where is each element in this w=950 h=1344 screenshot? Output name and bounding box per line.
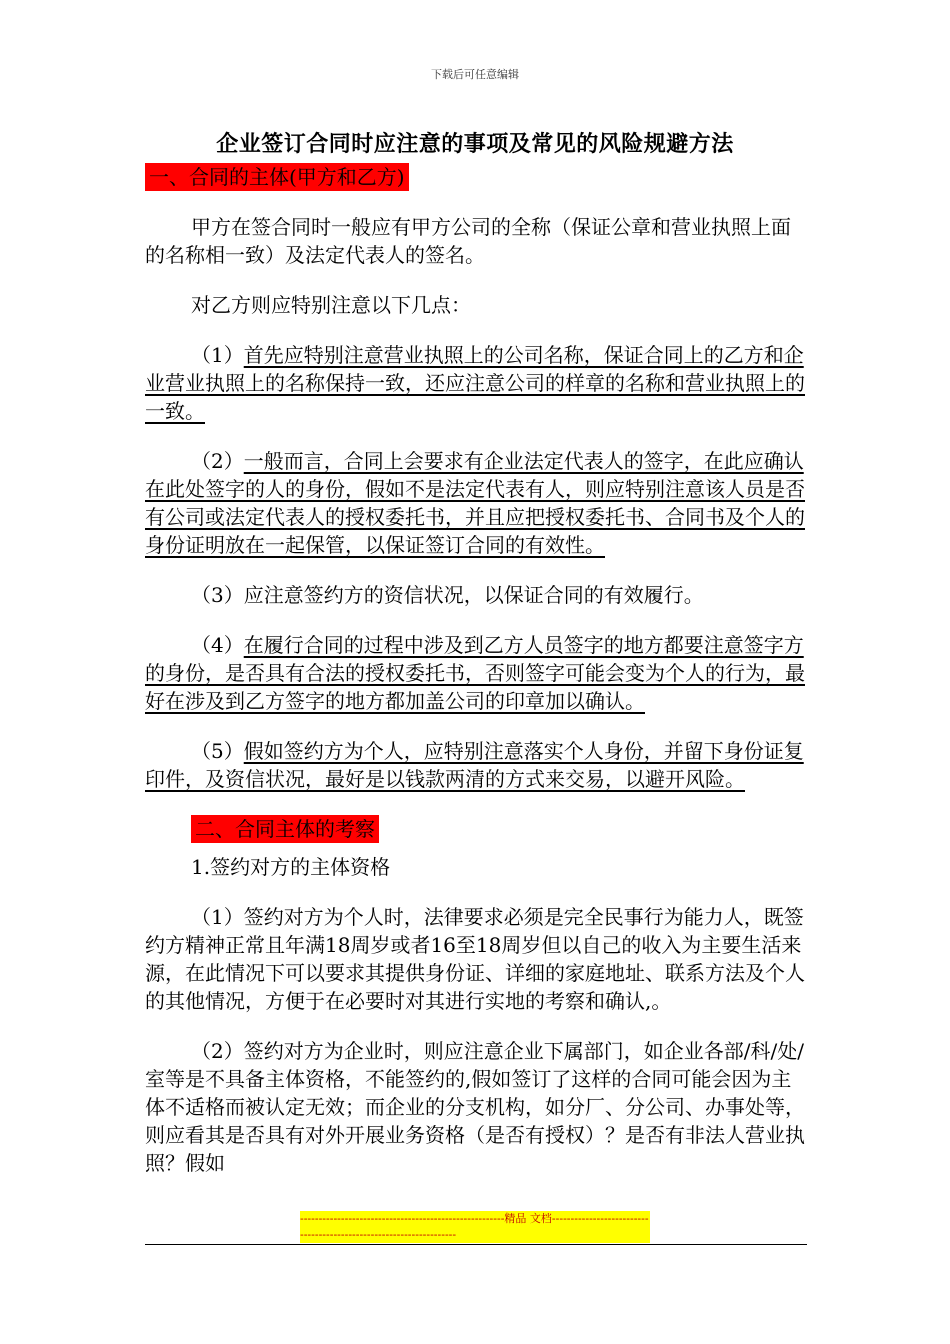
section1-item3: （3）应注意签约方的资信状况，以保证合同的有效履行。 (191, 583, 704, 607)
item4-text: 在履行合同的过程中涉及到乙方人员签字的地方都要注意签字方的身份，是否具有合法的授权委托书，否则签字可能会变为个人的行为，最好在涉及到乙方签字的地方都加盖公司的印章加以确认。 (145, 633, 805, 713)
section2-item2: （2）签约对方为企业时，则应注意企业下属部门，如企业各部/科/处/室等是不具备主体资格，不能签约的,假如签订了这样的合同可能会因为主体不适格而被认定无效；而企业的分支机构，如分厂、分公司、办事处等，则应看其是否具有对外开展业务资格（是否有授权）？是否有非法人营业执照？假如 (145, 1039, 805, 1175)
section1-item5 (145, 737, 810, 793)
item4-number: （4） (191, 633, 244, 657)
item2-number: （2） (191, 449, 244, 473)
section1-para2: 对乙方则应特别注意以下几点： (191, 293, 471, 317)
document-body (145, 163, 810, 1177)
item5-text: 假如签约方为个人，应特别注意落实个人身份，并留下身份证复印件，及资信状况，最好是以钱款两清的方式来交易，以避开风险。 (145, 739, 804, 791)
section1-para1: 甲方在签合同时一般应有甲方公司的全称（保证公章和营业执照上面的名称相一致）及法定代表人的签名。 (145, 215, 791, 267)
header-note: 下载后可任意编辑 (431, 68, 519, 81)
section1-item2 (145, 447, 810, 559)
section1-item1 (145, 341, 810, 425)
document-title: 企业签订合同时应注意的事项及常见的风险规避方法 (216, 131, 734, 157)
section2-heading: 二、合同主体的考察 (191, 815, 379, 843)
section2-subheading: 1.签约对方的主体资格 (191, 855, 391, 879)
item5-number: （5） (191, 739, 244, 763)
item1-number: （1） (191, 343, 244, 367)
item1-text: 首先应特别注意营业执照上的公司名称，保证合同上的乙方和企业营业执照上的名称保持一致，还应注意公司的样章的名称和营业执照上的一致。 (145, 343, 805, 423)
item2-text: 一般而言，合同上会要求有企业法定代表人的签字，在此应确认在此处签字的人的身份，假如不是法定代表有人，则应特别注意该人员是否有公司或法定代表人的授权委托书，并且应把授权委托书、合同书及个人的身份证明放在一起保管，以保证签订合同的有效性。 (145, 449, 805, 557)
section1-heading: 一、合同的主体(甲方和乙方) (145, 163, 409, 191)
section2-item1: （1）签约对方为个人时，法律要求必须是完全民事行为能力人，既签约方精神正常且年满18周岁或者16至18周岁但以自己的收入为主要生活来源，在此情况下可以要求其提供身份证、详细的家庭地址、联系方法及个人的其他情况，方便于在必要时对其进行实地的考察和确认,。 (145, 905, 805, 1013)
footer-watermark: -------------------------------------------------------精品 文档-------------------------------------------------------------------- (300, 1212, 649, 1241)
footer-divider (145, 1244, 807, 1245)
section1-item4 (145, 631, 810, 715)
